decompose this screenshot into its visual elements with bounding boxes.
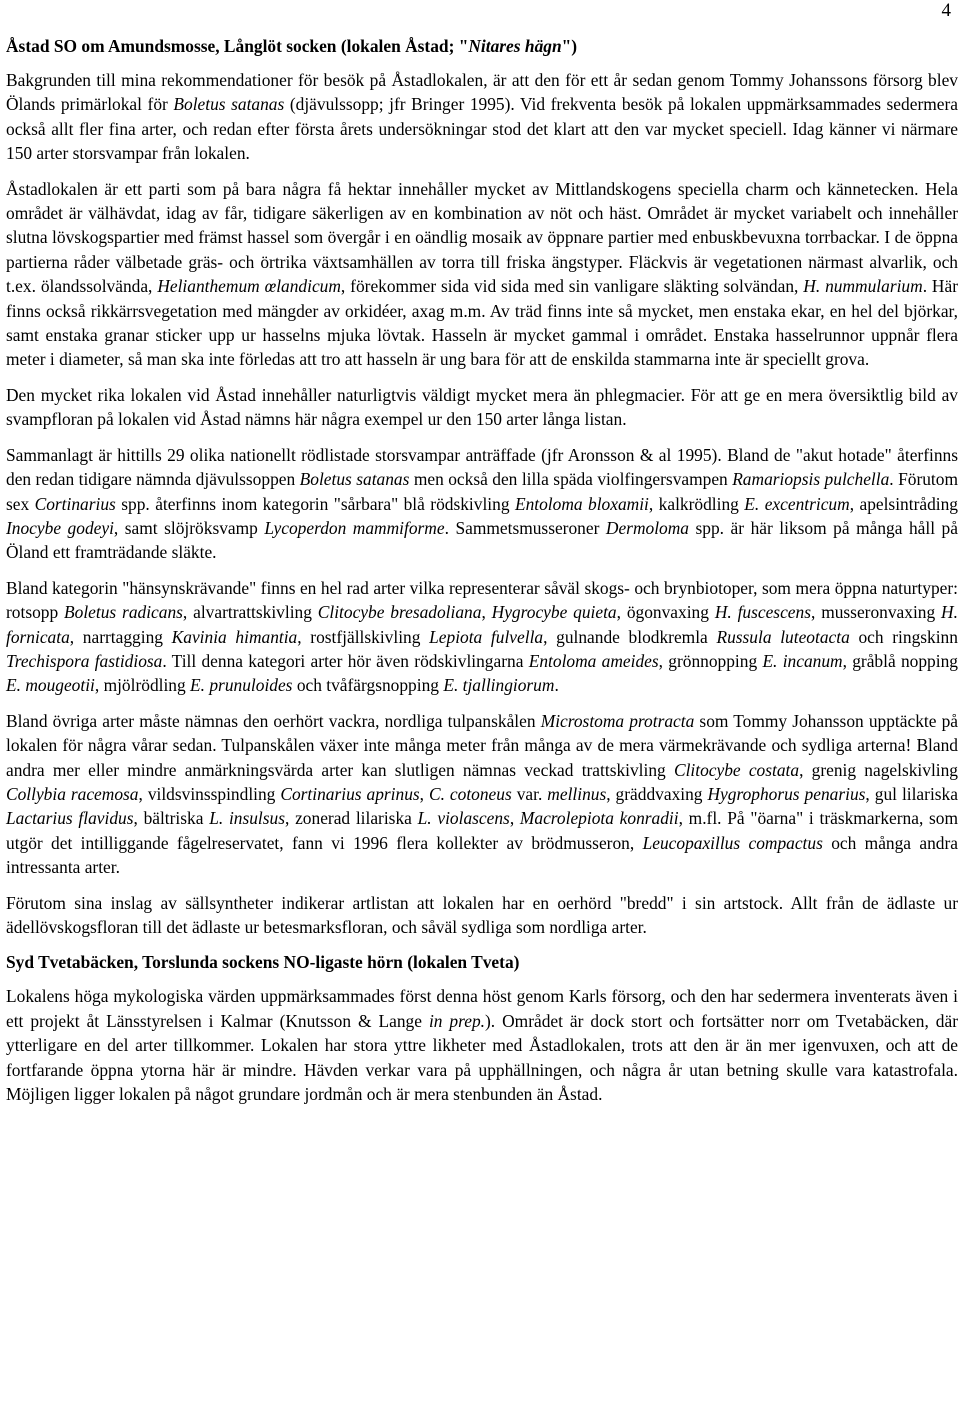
- paragraph-background: Bakgrunden till mina rekommendationer för besök på Åstadlokalen, är att den för ett år sedan genom Tommy Johanssons försorg blev Ölands primärlokal för Boletus satanas (djävulssopp; jfr Bringer 1995). Vid frekventa besök på lokalen uppmärksammades sedermera också allt fler fina arter, och redan efter första årets undersökningar stod det klart att den var mycket speciell. Idag känner vi närmare 150 arter storsvampar från lokalen.: [6, 70, 958, 164]
- paragraph-site-description: Åstadlokalen är ett parti som på bara några få hektar innehåller mycket av Mittlandskogens speciella charm och kännetecken. Hela området är välhävdat, idag av får, tidigare säkerligen av en kombination av nöt och häst. Området är mycket variabelt och innehåller slutna lövskogspartier med främst hassel som övergår i en oändlig mosaik av öppnare partier med enbuskbevuxna torrbackar. I de öppna partierna råder välbetade gräs- och örtrika växtsamhällen av torra till friska ängstyper. Fläckvis är vegetationen närmast alvarlik, och t.ex. ölandssolvända, Helianthemum œlandicum, förekommer sida vid sida med sin vanligare släkting solvändan, H. nummularium. Här finns också rikkärrsvegetation med mängder av orkidéer, axag m.m. Av träd finns inte så mycket, men enstaka ekar, en hel del björkar, samt enstaka granar sticker upp ur hasselns mjuka lövtak. Hasseln är mycket gammal i området. Enstaka hasselrunnor uppnår flera meter i diameter, så man ska inte förledas att tro att hasseln är ung bara för att de enskilda stammarna inte är speciellt grova.: [6, 178, 958, 370]
- paragraph-tveta-description: Lokalens höga mykologiska värden uppmärksammades först denna höst genom Karls försorg, och den har sedermera inventerats även i ett projekt åt Länsstyrelsen i Kalmar (Knutsson & Lange in prep.). Området är dock stort och fortsätter norr om Tvetabäcken, där ytterligare en del arter tillkommer. Lokalen har stora yttre likheter med Åstadlokalen, trots att den är än mer igenvuxen, och att de fortfarande öppna ytorna här är mindre. Hävden verkar vara på upphällningen, och några år utan betning skulle vara katastrofala. Möjligen ligger lokalen på något grundare jordmån och är mera stenbunden än Åstad.: [6, 986, 958, 1105]
- paragraph-overview: Den mycket rika lokalen vid Åstad innehåller naturligtvis väldigt mycket mera än phlegmacier. För att ge en mera översiktlig bild av svampfloran på lokalen vid Åstad nämns här några exempel ur den 150 arter långa listan.: [6, 384, 958, 430]
- paragraph-considerate-species: Bland kategorin "hänsynskrävande" finns en hel rad arter vilka representerar såväl skogs- och brynbiotoper, som mera öppna naturtyper: rotsopp Boletus radicans, alvartrattskivling Clitocybe bresadoliana, Hygrocybe quieta, ögonvaxing H. fuscescens, musseronvaxing H. fornicata, narrtagging Kavinia himantia, rostfjällskivling Lepiota fulvella, gulnande blodkremla Russula luteotacta och ringskinn Trechispora fastidiosa. Till denna kategori arter hör även rödskivlingarna Entoloma ameides, grönnopping E. incanum, gråblå nopping E. mougeotii, mjölrödling E. prunuloides och tvåfärgsnopping E. tjallingiorum.: [6, 577, 958, 696]
- section-heading-tveta: Syd Tvetabäcken, Torslunda sockens NO-ligaste hörn (lokalen Tveta): [6, 952, 520, 973]
- section-heading-astad: Åstad SO om Amundsmosse, Långlöt socken (lokalen Åstad; "Nitares hägn"): [6, 36, 578, 56]
- paragraph-other-species: Bland övriga arter måste nämnas den oerhört vackra, nordliga tulpanskålen Microstoma protracta som Tommy Johansson upptäckte på lokalen för några vårar sedan. Tulpanskålen växer inte många meter från många av de mera värmekrävande och sydliga arterna! Bland andra mer eller mindre anmärkningsvärda arter kan slutligen nämnas veckad trattskivling Clitocybe costata, grenig nagelskivling Collybia racemosa, vildsvinsspindling Cortinarius aprinus, C. cotoneus var. mellinus, gräddvaxing Hygrophorus penarius, gul lilariska Lactarius flavidus, bältriska L. insulsus, zonerad lilariska L. violascens, Macrolepiota konradii, m.fl. På "öarna" i träskmarkerna, som utgör det intilliggande fågelreservatet, fann vi 1996 flera kollekter av brödmusseron, Leucopaxillus compactus och många andra intressanta arter.: [6, 710, 959, 878]
- document-body: [6, 34, 958, 1117]
- paragraph-redlisted: Sammanlagt är hittills 29 olika nationellt rödlistade storsvampar anträffade (jfr Aronsson & al 1995). Bland de "akut hotade" återfinns den redan tidigare nämnda djävulssoppen Boletus satanas men också den lilla späda violfingersvampen Ramariopsis pulchella. Förutom sex Cortinarius spp. återfinns inom kategorin "sårbara" blå rödskivling Entoloma bloxamii, kalkrödling E. excentricum, apelsintråding Inocybe godeyi, samt slöjröksvamp Lycoperdon mammiforme. Sammetsmusseroner Dermoloma spp. är här liksom på många håll på Öland ett framträdande släkte.: [6, 444, 958, 563]
- paragraph-species-breadth: Förutom sina inslag av sällsyntheter indikerar artlistan att lokalen har en oerhörd "bredd" i sin artstock. Allt från de ädlaste ur ädellövskogsfloran till det ädlaste ur betesmarksfloran, och såväl sydliga som nordliga arter.: [6, 892, 958, 937]
- page-number: 4: [941, 0, 951, 21]
